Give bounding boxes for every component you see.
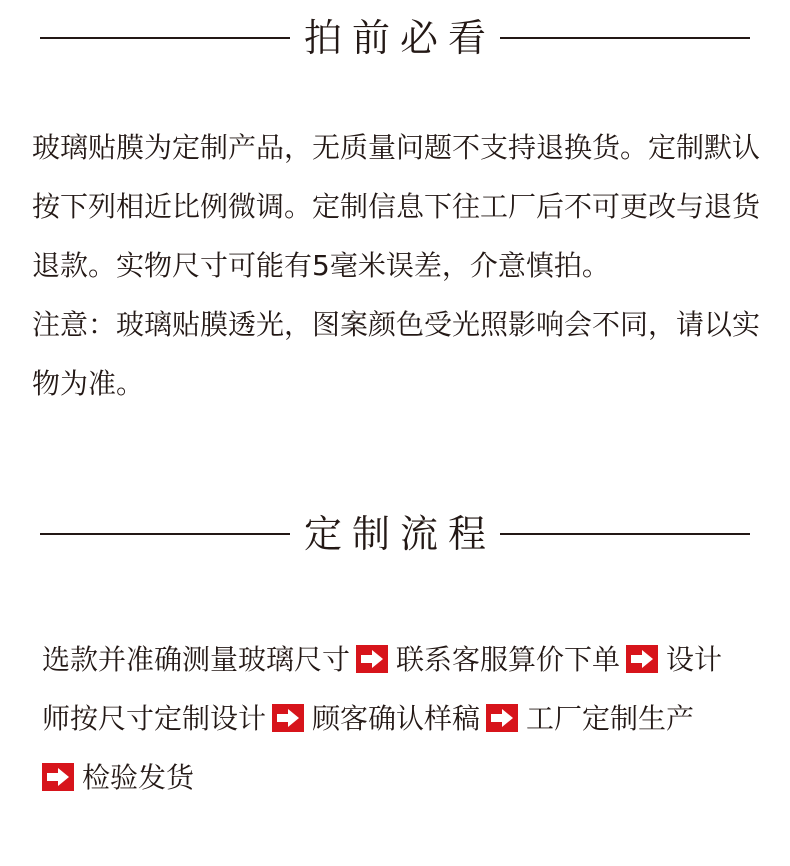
heading-rule-right xyxy=(500,37,750,39)
process-step: 工厂定制生产 xyxy=(526,702,695,735)
process-step: 选款并准确测量玻璃尺寸 xyxy=(42,643,351,676)
process-step: 检验发货 xyxy=(82,761,195,794)
process-title: 定制流程 xyxy=(304,512,497,556)
process-step: 顾客确认样稿 xyxy=(312,702,481,735)
process-heading xyxy=(40,514,750,554)
process-flow xyxy=(42,630,772,807)
right-arrow-icon xyxy=(356,645,388,673)
heading-rule-right xyxy=(500,533,750,535)
heading-rule-left xyxy=(40,533,290,535)
process-step: 联系客服算价下单 xyxy=(396,643,621,676)
notice-heading xyxy=(40,18,750,58)
notice-warning: 注意：玻璃贴膜透光，图案颜色受光照影响会不同，请以实物为准。 xyxy=(32,308,761,400)
right-arrow-icon xyxy=(626,645,658,673)
notice-paragraph: 玻璃贴膜为定制产品，无质量问题不支持退换货。定制默认按下列相近比例微调。定制信息下往工厂后不可更改与退货退款。实物尺寸可能有5毫米误差，介意慎拍。 xyxy=(32,131,761,282)
process-step-part: 师按尺寸定制设计 xyxy=(42,702,267,735)
right-arrow-icon xyxy=(42,763,74,791)
notice-text xyxy=(32,118,762,413)
right-arrow-icon xyxy=(272,704,304,732)
right-arrow-icon xyxy=(486,704,518,732)
notice-title: 拍前必看 xyxy=(304,16,497,60)
process-step-part: 设计 xyxy=(666,643,723,676)
heading-rule-left xyxy=(40,37,290,39)
